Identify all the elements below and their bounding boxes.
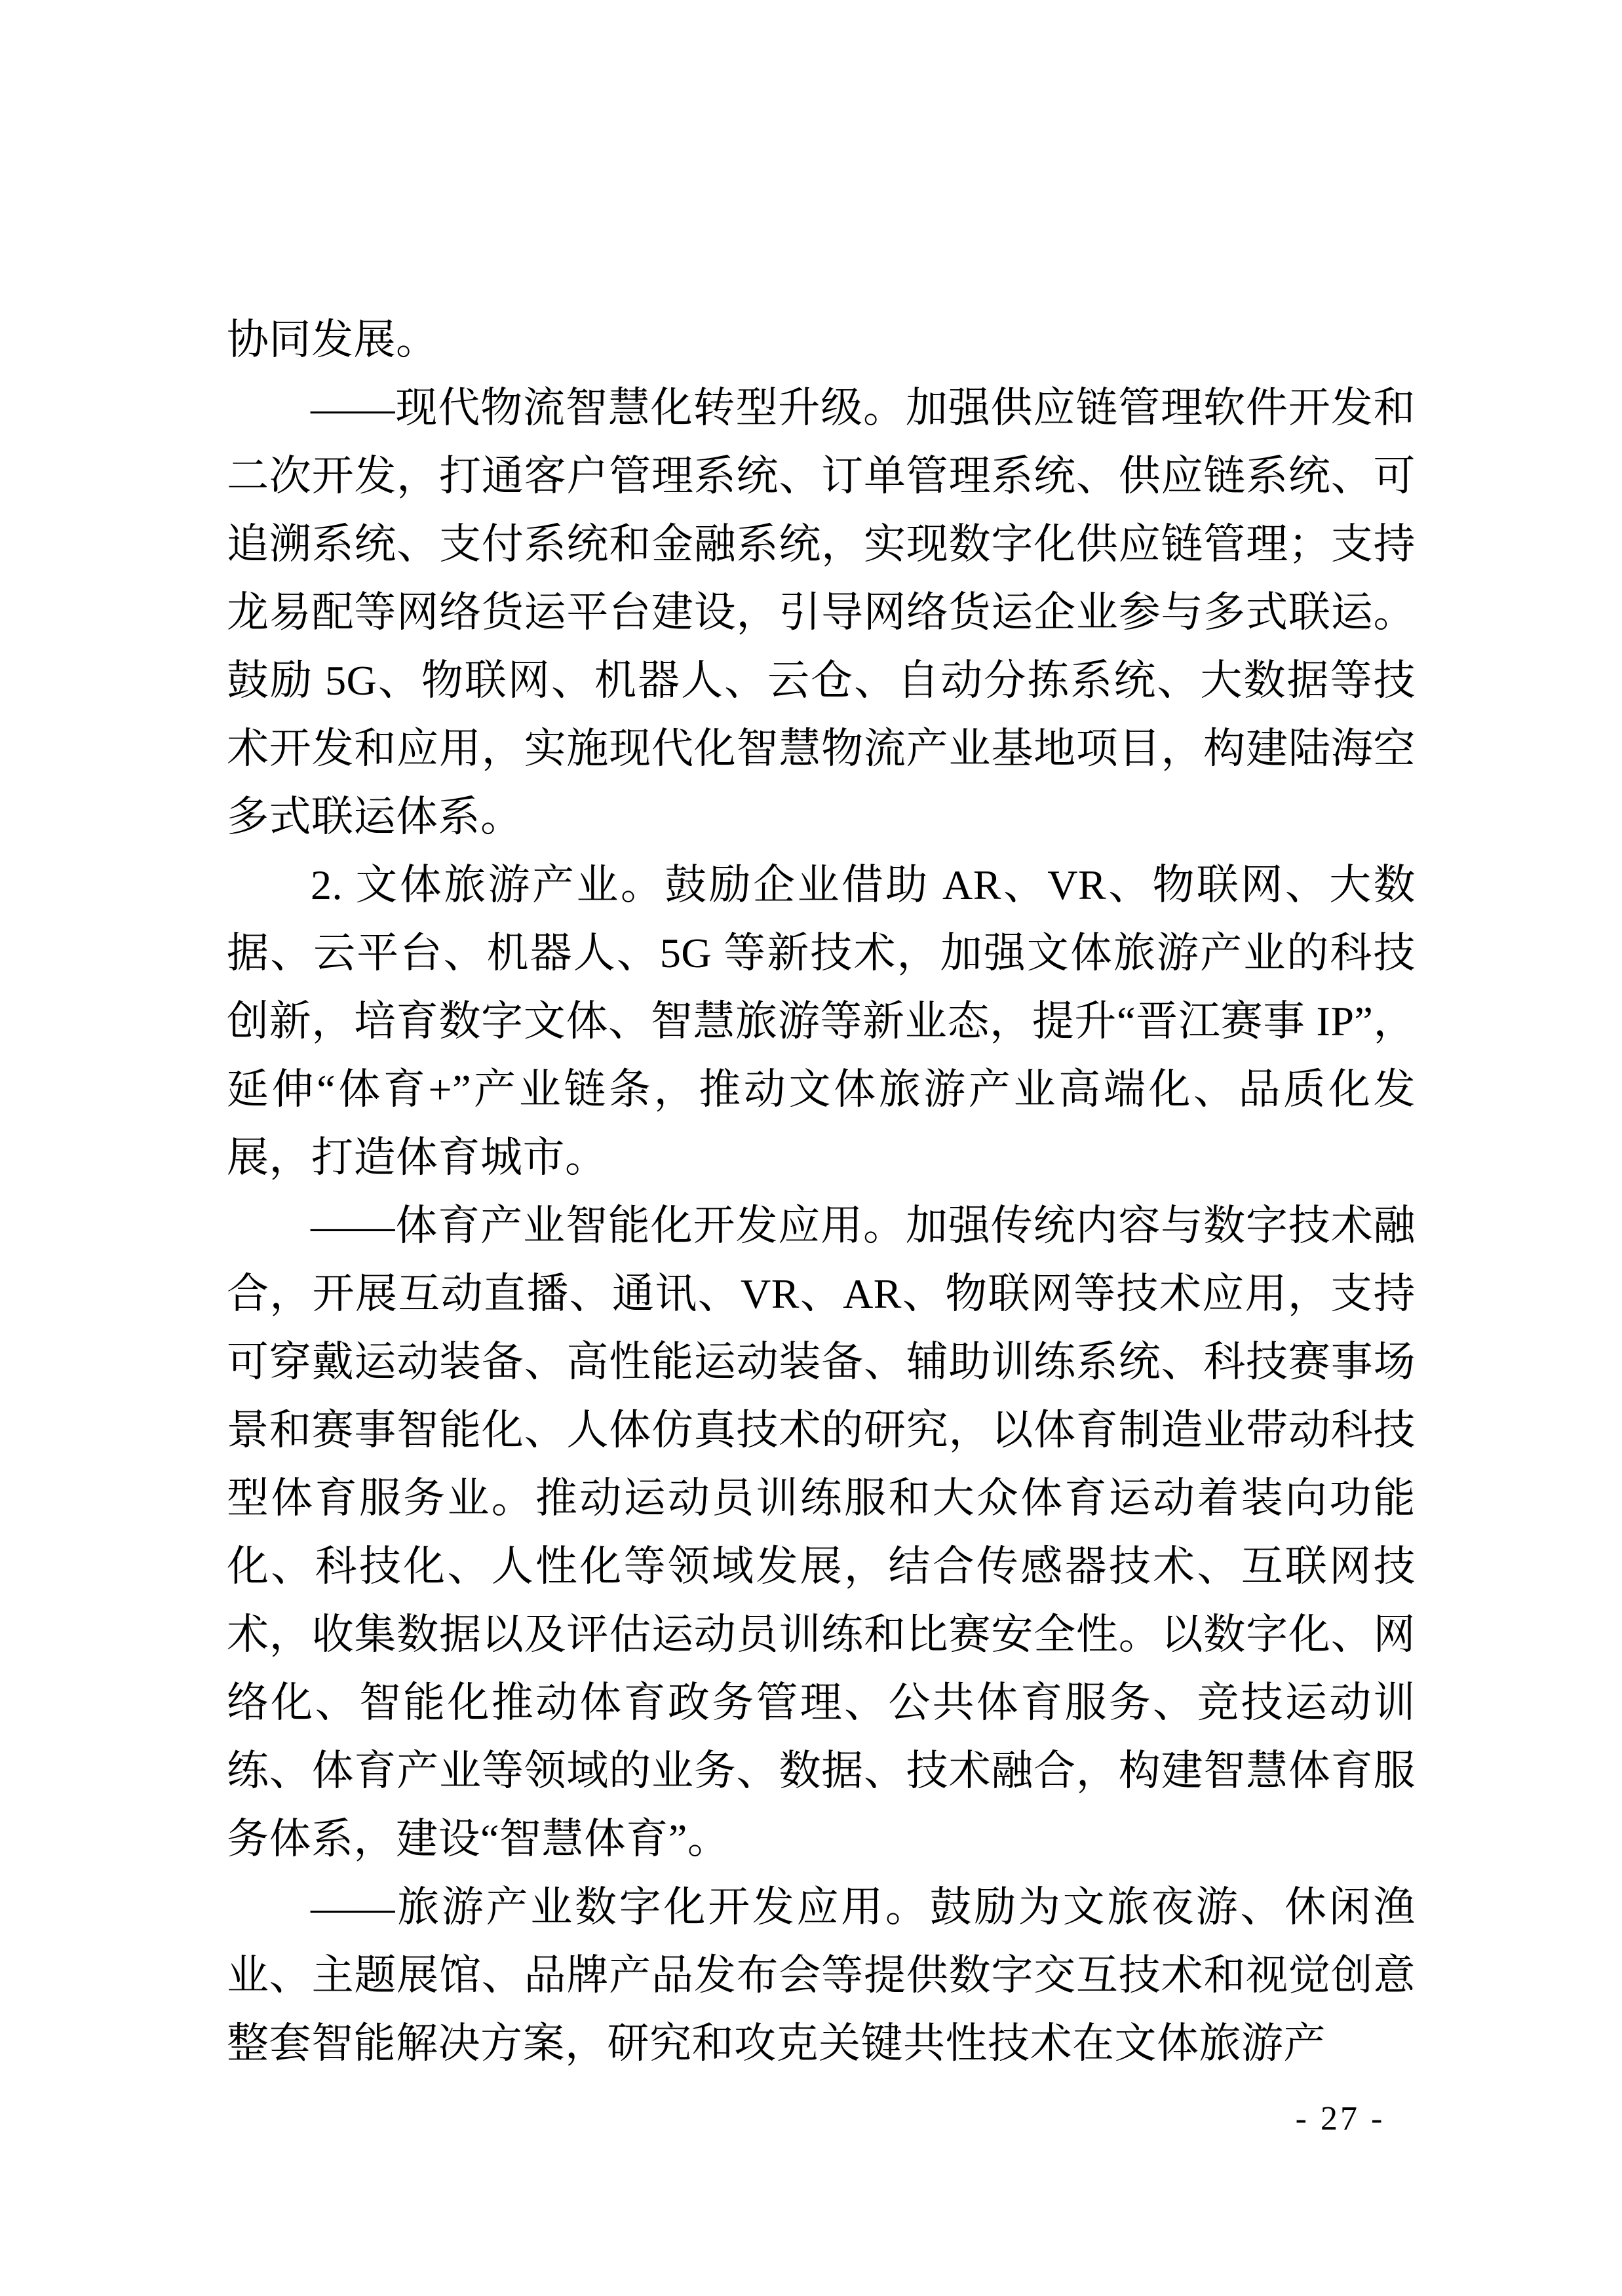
paragraph-continuation: 协同发展。 — [227, 316, 438, 363]
paragraph-culture-sports-tourism: 2. 文体旅游产业。鼓励企业借助 AR、VR、物联网、大数据、云平台、机器人、5G 等新技术，加强文体旅游产业的科技创新，培育数字文体、智慧旅游等新业态，提升“晋江赛事 IP”，延伸“体育+”产业链条，推动文体旅游产业高端化、品质化发展，打造体育城市。 — [227, 862, 1416, 1181]
page-footer — [1242, 2099, 1439, 2139]
paragraph-modern-logistics: ——现代物流智慧化转型升级。加强供应链管理软件开发和二次开发，打通客户管理系统、订单管理系统、供应链系统、可追溯系统、支付系统和金融系统，实现数字化供应链管理；支持龙易配等网络货运平台建设，引导网络货运企业参与多式联运。鼓励 5G、物联网、机器人、云仓、自动分拣系统、大数据等技术开发和应用，实施现代化智慧物流产业基地项目，构建陆海空多式联运体系。 — [227, 385, 1416, 840]
paragraph-sports-industry-intelligence: ——体育产业智能化开发应用。加强传统内容与数字技术融合，开展互动直播、通讯、VR、AR、物联网等技术应用，支持可穿戴运动装备、高性能运动装备、辅助训练系统、科技赛事场景和赛事智能化、人体仿真技术的研究，以体育制造业带动科技型体育服务业。推动运动员训练服和大众体育运动着装向功能化、科技化、人性化等领域发展，结合传感器技术、互联网技术，收集数据以及评估运动员训练和比赛安全性。以数字化、网络化、智能化推动体育政务管理、公共体育服务、竞技运动训练、体育产业等领域的业务、数据、技术融合，构建智慧体育服务体系，建设“智慧体育”。 — [227, 1202, 1416, 1862]
page-number: - 27 - — [1295, 2100, 1385, 2137]
document-body — [227, 306, 1416, 2078]
paragraph-tourism-digitalization: ——旅游产业数字化开发应用。鼓励为文旅夜游、休闲渔业、主题展馆、品牌产品发布会等提供数字交互技术和视觉创意整套智能解决方案，研究和攻克关键共性技术在文体旅游产 — [227, 1884, 1416, 2067]
